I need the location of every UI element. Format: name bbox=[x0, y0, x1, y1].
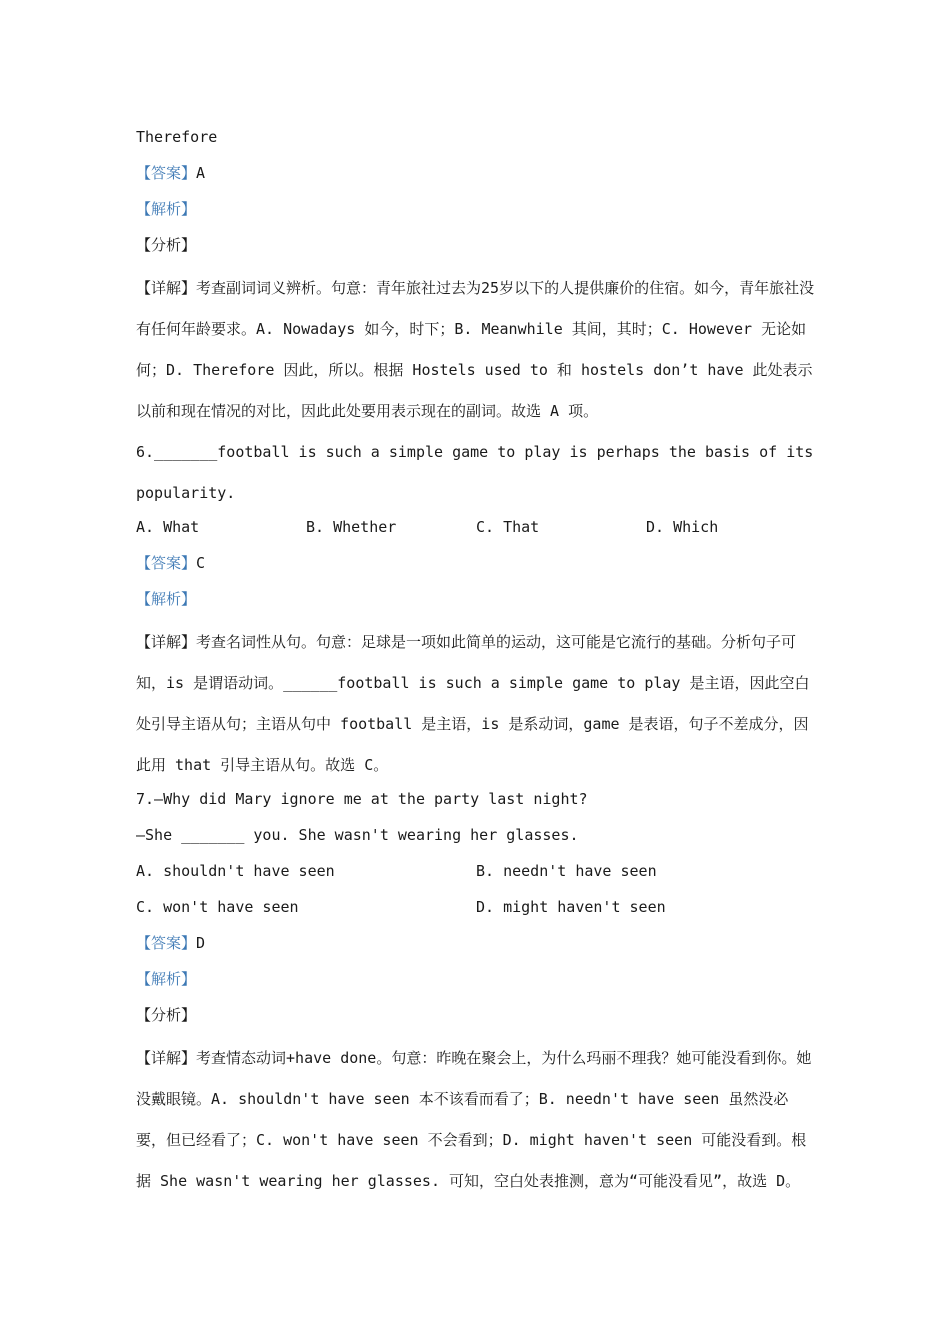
q6-detail bbox=[136, 622, 816, 786]
answer-tag: 【答案】 bbox=[136, 164, 197, 182]
q6-option-d: D. Which bbox=[646, 518, 719, 536]
q6-option-c: C. That bbox=[476, 518, 540, 536]
q7-option-a: A. shouldn't have seen bbox=[136, 862, 335, 880]
q6-analysis-tag: 【解析】 bbox=[136, 590, 197, 608]
q5-detail bbox=[136, 268, 816, 432]
q7-analysis-tag: 【解析】 bbox=[136, 970, 197, 988]
detail-tag: 【详解】 bbox=[136, 633, 197, 651]
q5-fenxi-tag: 【分析】 bbox=[136, 236, 197, 254]
q7-answer-row bbox=[136, 930, 816, 966]
q7-option-b: B. needn't have seen bbox=[476, 862, 657, 880]
q6-option-a: A. What bbox=[136, 518, 200, 536]
q5-answer-row bbox=[136, 160, 816, 196]
q6-option-b: B. Whether bbox=[306, 518, 397, 536]
q6-answer-row bbox=[136, 550, 816, 586]
detail-tag: 【详解】 bbox=[136, 1049, 197, 1067]
q5-option-tail: Therefore bbox=[136, 128, 218, 146]
q5-detail-text: 考查副词词义辨析。句意：青年旅社过去为25岁以下的人提供廉价的住宿。如今，青年旅社没有任何年龄要求。A. Nowadays 如今，时下；B. Meanwhile 其间，其时；C. However 无论如何；D. Therefore 因此，所以。根据 Hostels used to 和 hostels don’t have 此处表示以前和现在情况的对比，因此此处要用表示现在的副词。故选 A 项。 bbox=[136, 279, 815, 420]
q6-options bbox=[136, 514, 816, 550]
q5-analysis-tag: 【解析】 bbox=[136, 200, 197, 218]
q7-stem-1: 7.—Why did Mary ignore me at the party last night? bbox=[136, 790, 588, 808]
q7-option-c: C. won't have seen bbox=[136, 898, 299, 916]
q7-detail bbox=[136, 1038, 816, 1202]
q7-options-row-2 bbox=[136, 894, 816, 930]
q6-answer: C bbox=[196, 554, 206, 572]
q6-detail-text: 考查名词性从句。句意：足球是一项如此简单的运动，这可能是它流行的基础。分析句子可知，is 是谓语动词。______football is such a simple game to play 是主语，因此空白处引导主语从句；主语从句中 football 是主语，is 是系动词，game 是表语，句子不差成分，因此用 that 引导主语从句。故选 C。 bbox=[136, 633, 810, 774]
q7-fenxi-tag: 【分析】 bbox=[136, 1006, 197, 1024]
q7-stem-2: —She _______ you. She wasn't wearing her glasses. bbox=[136, 826, 579, 844]
detail-tag: 【详解】 bbox=[136, 279, 197, 297]
q6-stem: 6._______football is such a simple game to play is perhaps the basis of its popularity. bbox=[136, 443, 814, 502]
q7-options-row-1 bbox=[136, 858, 816, 894]
q7-answer: D bbox=[196, 934, 206, 952]
q7-option-d: D. might haven't seen bbox=[476, 898, 666, 916]
document-page bbox=[136, 124, 816, 1202]
answer-tag: 【答案】 bbox=[136, 554, 197, 572]
q7-detail-text: 考查情态动词+have done。句意：昨晚在聚会上，为什么玛丽不理我？她可能没看到你。她没戴眼镜。A. shouldn't have seen 本不该看而看了；B. needn't have seen 虽然没必要，但已经看了；C. won't have seen 不会看到；D. might haven't seen 可能没看到。根据 She wasn't wearing her glasses. 可知，空白处表推测，意为“可能没看见”，故选 D。 bbox=[136, 1049, 812, 1190]
q5-answer: A bbox=[196, 164, 206, 182]
answer-tag: 【答案】 bbox=[136, 934, 197, 952]
